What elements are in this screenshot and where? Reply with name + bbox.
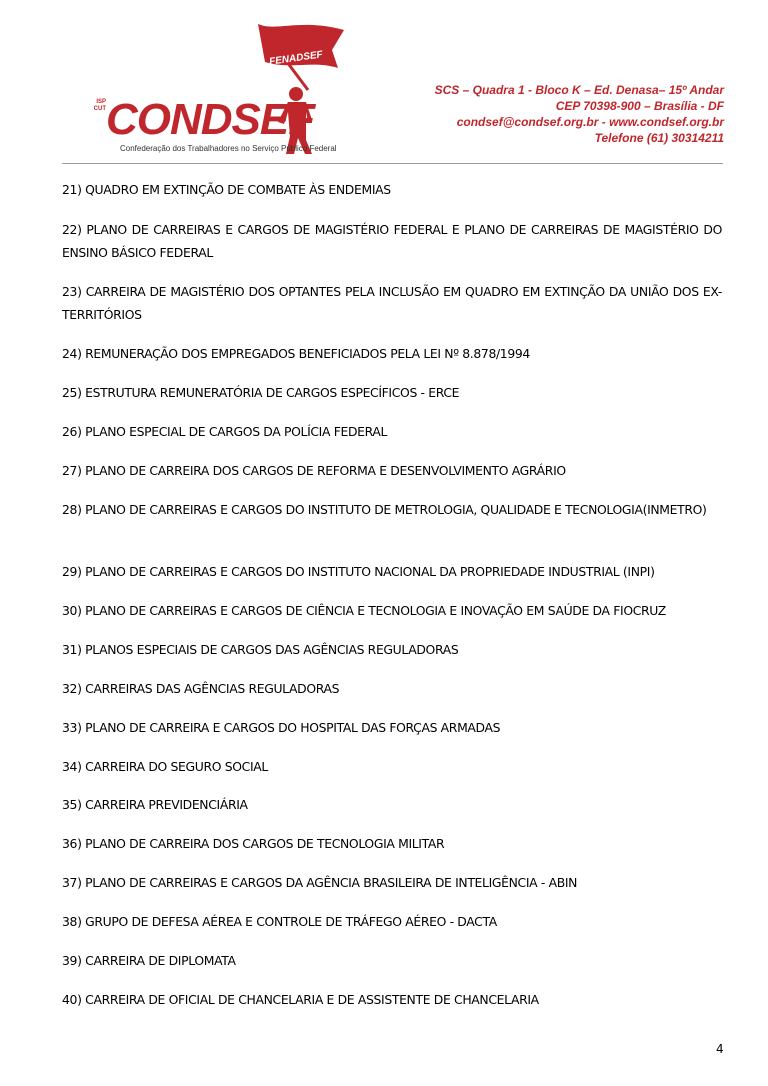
condsef-logo (62, 12, 352, 162)
logo-subtitle: Confederação dos Trabalhadores no Serviço Público Federal (120, 144, 337, 153)
isp-cut-marks (72, 99, 106, 113)
contact-cep: CEP 70398-900 – Brasília - DF (555, 99, 724, 113)
page-number: 4 (716, 1042, 724, 1056)
list-item: 27) PLANO DE CARREIRA DOS CARGOS DE REFORMA E DESENVOLVIMENTO AGRÁRIO (62, 463, 566, 478)
cut-mark: CUT (93, 106, 106, 112)
fenadsef-flag-text: FENADSEF (268, 49, 324, 68)
list-item: 26) PLANO ESPECIAL DE CARGOS DA POLÍCIA FEDERAL (62, 424, 388, 439)
contact-phone: Telefone (61) 30314211 (594, 131, 724, 145)
list-item: 40) CARREIRA DE OFICIAL DE CHANCELARIA E DE ASSISTENTE DE CHANCELARIA (62, 992, 539, 1007)
list-item: 25) ESTRUTURA REMUNERATÓRIA DE CARGOS ESPECÍFICOS - ERCE (62, 385, 460, 400)
logo-wordmark: CONDSEF (106, 95, 315, 144)
list-item: 24) REMUNERAÇÃO DOS EMPREGADOS BENEFICIADOS PELA LEI Nº 8.878/1994 (62, 346, 530, 361)
list-item: 22) PLANO DE CARREIRAS E CARGOS DE MAGISTÉRIO FEDERAL E PLANO DE CARREIRAS DE MAGISTÉRIO DO ENSINO BÁSICO FEDERAL (62, 222, 722, 260)
list-item: 30) PLANO DE CARREIRAS E CARGOS DE CIÊNCIA E TECNOLOGIA E INOVAÇÃO EM SAÚDE DA FIOCRUZ (62, 603, 666, 618)
list-item: 33) PLANO DE CARREIRA E CARGOS DO HOSPITAL DAS FORÇAS ARMADAS (62, 720, 501, 735)
isp-mark: ISP (96, 99, 106, 105)
list-item: 28) PLANO DE CARREIRAS E CARGOS DO INSTITUTO DE METROLOGIA, QUALIDADE E TECNOLOGIA(INMETRO) (62, 502, 707, 517)
list-item: 39) CARREIRA DE DIPLOMATA (62, 953, 236, 968)
list-item: 34) CARREIRA DO SEGURO SOCIAL (62, 759, 268, 774)
list-item: 36) PLANO DE CARREIRA DOS CARGOS DE TECNOLOGIA MILITAR (62, 836, 445, 851)
list-item: 32) CARREIRAS DAS AGÊNCIAS REGULADORAS (62, 681, 340, 696)
contact-block (435, 82, 724, 146)
contact-address: SCS – Quadra 1 - Bloco K – Ed. Denasa– 15º Andar (434, 83, 724, 97)
list-item: 29) PLANO DE CARREIRAS E CARGOS DO INSTITUTO NACIONAL DA PROPRIEDADE INDUSTRIAL (INPI) (62, 564, 655, 579)
list-item: 21) QUADRO EM EXTINÇÃO DE COMBATE ÀS ENDEMIAS (62, 182, 391, 197)
header-divider (62, 163, 723, 164)
contact-email-web: condsef@condsef.org.br - www.condsef.org.br (456, 115, 724, 129)
list-item: 23) CARREIRA DE MAGISTÉRIO DOS OPTANTES PELA INCLUSÃO EM QUADRO EM EXTINÇÃO DA UNIÃO DOS EX-TERRITÓRIOS (62, 284, 722, 322)
list-item: 38) GRUPO DE DEFESA AÉREA E CONTROLE DE TRÁFEGO AÉREO - DACTA (62, 914, 497, 929)
letterhead (0, 0, 768, 165)
list-item: 31) PLANOS ESPECIAIS DE CARGOS DAS AGÊNCIAS REGULADORAS (62, 642, 459, 657)
list-item: 35) CARREIRA PREVIDENCIÁRIA (62, 797, 248, 812)
list-item: 37) PLANO DE CARREIRAS E CARGOS DA AGÊNCIA BRASILEIRA DE INTELIGÊNCIA - ABIN (62, 875, 578, 890)
